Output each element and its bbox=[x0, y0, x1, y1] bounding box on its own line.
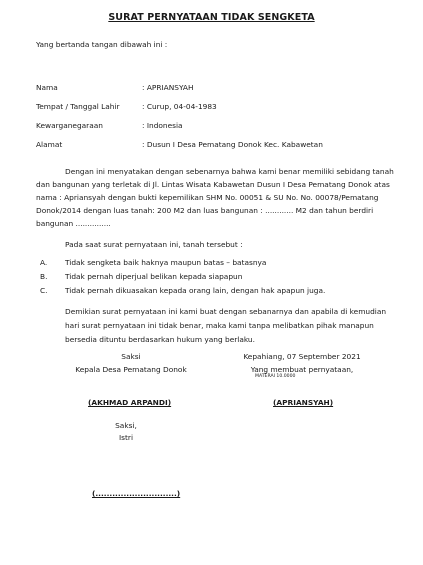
paragraph1-line: bangunan ............... bbox=[36, 219, 111, 228]
field-label-birth: Tempat / Tanggal Lahir bbox=[36, 102, 120, 111]
left-sign-role1: Saksi bbox=[121, 352, 141, 361]
paragraph1-line: nama : Apriansyah dengan bukti kepemilikan SHM No. 00051 & SU No. No. 00078/Pematang bbox=[36, 193, 379, 202]
field-value-birth: : Curup, 04-04-1983 bbox=[142, 102, 217, 111]
intro-text: Yang bertanda tangan dibawah ini : bbox=[36, 40, 168, 49]
right-sign-place-date: Kepahiang, 07 September 2021 bbox=[243, 352, 361, 361]
left-sign-role2: Kepala Desa Pematang Donok bbox=[75, 365, 187, 374]
list-marker: C. bbox=[40, 286, 48, 295]
list-item: Tidak pernah diperjual belikan kepada siapapun bbox=[65, 272, 243, 281]
field-value-address: : Dusun I Desa Pematang Donok Kec. Kabawetan bbox=[142, 140, 323, 149]
field-label-name: Nama bbox=[36, 83, 58, 92]
closing-line: Demikian surat pernyataan ini kami buat dengan sebanarnya dan apabila di kemudian bbox=[65, 307, 387, 316]
left-sign-name: (AKHMAD ARPANDI) bbox=[88, 398, 172, 407]
list-item: Tidak sengketa baik haknya maupun batas – batasnya bbox=[65, 258, 267, 267]
field-value-name: : APRIANSYAH bbox=[142, 83, 194, 92]
list-item: Tidak pernah dikuasakan kepada orang lain, dengan hak apapun juga. bbox=[65, 286, 326, 295]
list-marker: B. bbox=[40, 272, 48, 281]
closing-line: bersedia dituntu berdasarkan hukum yang berlaku. bbox=[65, 335, 255, 344]
statement-intro: Pada saat surat pernyataan ini, tanah tersebut : bbox=[65, 240, 243, 249]
field-label-address: Alamat bbox=[36, 140, 63, 149]
paragraph1-line: Dengan ini menyatakan dengan sebenarnya bahwa kami benar memiliki sebidang tanah bbox=[65, 167, 394, 176]
field-value-citizenship: : Indonesia bbox=[142, 121, 183, 130]
closing-line: hari surat pernyataan ini tidak benar, maka kami tanpa melibatkan pihak manapun bbox=[65, 321, 374, 330]
right-sign-role: Yang membuat pernyataan, bbox=[250, 365, 354, 374]
witness2-role2: Istri bbox=[118, 433, 134, 442]
right-sign-name: (APRIANSYAH) bbox=[273, 398, 334, 407]
paragraph1-line: Donok/2014 dengan luas tanah: 200 M2 dan luas bangunan : ............ M2 dan tahun berdiri bbox=[36, 206, 374, 215]
witness2-name: (.............................) bbox=[92, 489, 181, 498]
field-label-citizenship: Kewarganegaraan bbox=[36, 121, 103, 130]
list-marker: A. bbox=[40, 258, 48, 267]
stamp-text: MATERAI 10.0000 bbox=[255, 374, 296, 379]
witness2-role1: Saksi, bbox=[115, 421, 137, 430]
paragraph1-line: dan bangunan yang terletak di Jl. Lintas Wisata Kabawetan Dusun I Desa Pematang Donok atas bbox=[36, 180, 390, 189]
document-title: SURAT PERNYATAAN TIDAK SENGKETA bbox=[108, 12, 315, 23]
